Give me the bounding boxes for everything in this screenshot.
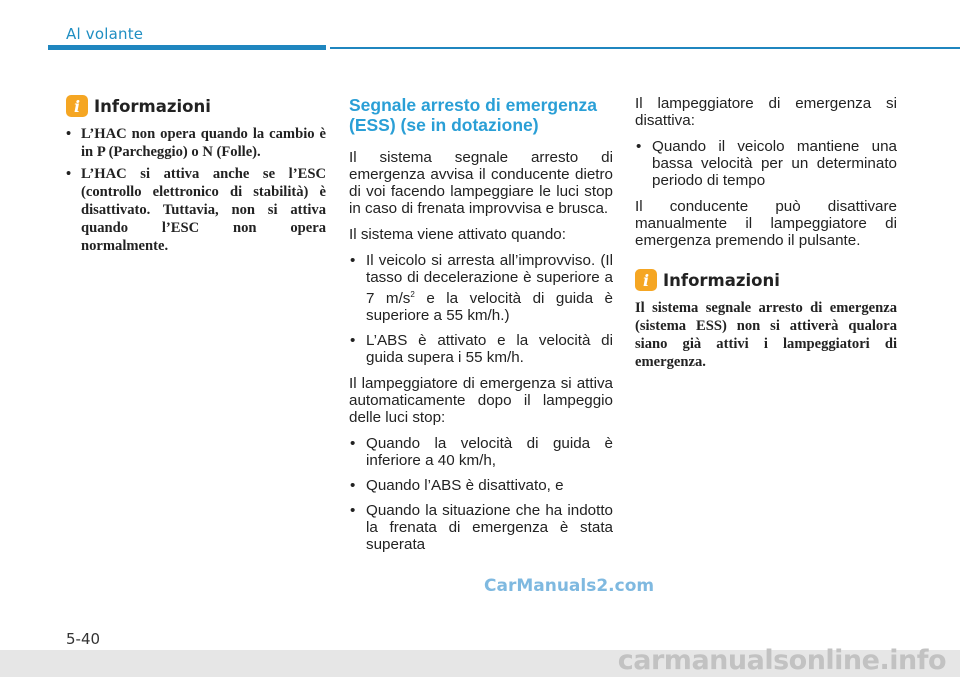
list-item: • Quando l’ABS è disattivato, e xyxy=(349,477,613,494)
list-item: • Quando la situazione che ha indotto la frenata di emergenza è stata superata xyxy=(349,502,613,553)
list-item-text: e la velocità di guida è superiore a 55 km/h.) xyxy=(366,290,613,324)
info-title: Informazioni xyxy=(663,270,780,290)
info-icon: i xyxy=(66,95,88,117)
info-box-header xyxy=(66,95,326,117)
header-rule-thick xyxy=(48,45,326,50)
paragraph: Il conducente può disattivare manualmente il lampeggiatore di emergenza premendo il pulsante. xyxy=(635,198,897,249)
paragraph: Il lampeggiatore di emergenza si attiva automaticamente dopo il lampeggio delle luci stop: xyxy=(349,375,613,426)
list-item: • L’HAC non opera quando la cambio è in P (Parcheggio) o N (Folle). xyxy=(66,125,326,161)
activation-list xyxy=(349,252,613,366)
deactivation-list xyxy=(635,138,897,189)
hazard-list xyxy=(349,435,613,553)
list-item: • Quando il veicolo mantiene una bassa velocità per un determinato periodo di tempo xyxy=(635,138,897,189)
paragraph: Il sistema segnale arresto di emergenza avvisa il conducente dietro di voi facendo lampeggiare le luci stop in caso di frenata improvvisa e brusca. xyxy=(349,149,613,217)
right-column xyxy=(635,95,897,371)
paragraph: Il sistema viene attivato quando: xyxy=(349,226,566,243)
middle-column xyxy=(349,95,613,562)
list-item: • L’ABS è attivato e la velocità di guida supera i 55 km/h. xyxy=(349,332,613,366)
info-text: Il sistema segnale arresto di emergenza (sistema ESS) non si attiverà qualora siano già attivi i lampeggiatori di emergenza. xyxy=(635,300,897,370)
info-icon: i xyxy=(635,269,657,291)
section-heading: Segnale arresto di emergenza (ESS) (se in dotazione) xyxy=(349,95,598,135)
footer-site-text: carmanualsonline.info xyxy=(617,645,946,676)
left-column xyxy=(66,95,326,259)
page-number: 5-40 xyxy=(66,630,101,648)
section-title: Al volante xyxy=(66,25,144,43)
info-box-header xyxy=(635,269,897,291)
list-item: • L’HAC si attiva anche se l’ESC (controllo elettronico di stabilità) è disattivato. Tuttavia, non si attiva quando l’ESC non opera normalmente. xyxy=(66,165,326,255)
info-title: Informazioni xyxy=(94,96,211,116)
superscript: 2 xyxy=(410,290,415,299)
list-item: • Quando la velocità di guida è inferiore a 40 km/h, xyxy=(349,435,613,469)
list-item-text: Il veicolo si arresta all’improvviso. (Il tasso di decelerazione è superiore a 7 m/s xyxy=(366,252,613,307)
list-item xyxy=(349,252,613,324)
watermark: CarManuals2.com xyxy=(484,576,655,596)
header-rule-thin xyxy=(330,47,960,49)
paragraph: Il lampeggiatore di emergenza si disattiva: xyxy=(635,95,897,129)
info-list xyxy=(66,125,326,255)
